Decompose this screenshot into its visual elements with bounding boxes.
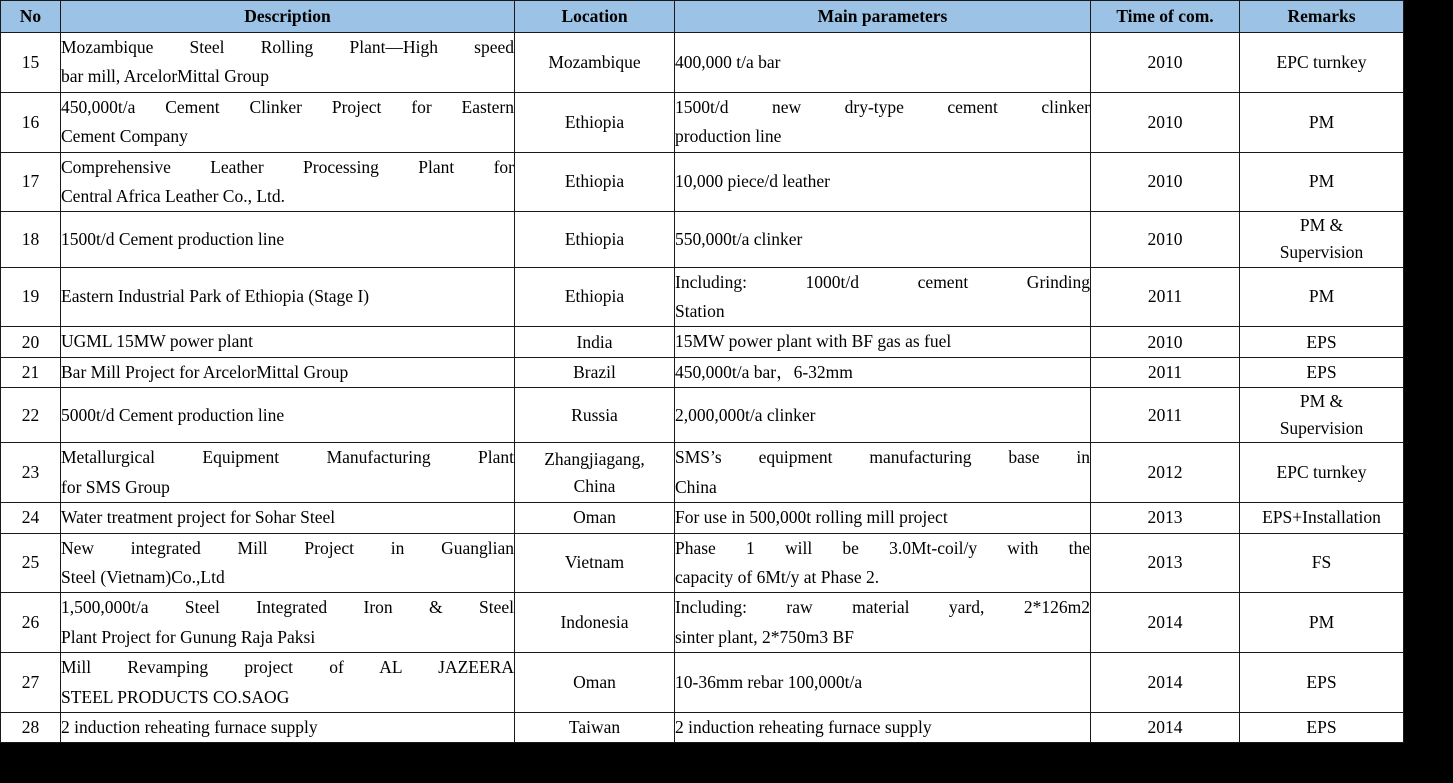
cell-main-parameters bbox=[675, 152, 1091, 212]
location-line: Vietnam bbox=[564, 552, 625, 573]
cell-remarks bbox=[1240, 533, 1404, 593]
main-parameters-line: Phase 1 will be 3.0Mt-coil/y with the bbox=[675, 537, 1090, 558]
location-line: Ethiopia bbox=[564, 171, 625, 192]
header-row bbox=[1, 1, 1404, 33]
cell-remarks bbox=[1240, 33, 1404, 93]
cell-remarks bbox=[1240, 712, 1404, 742]
cell-main-parameters bbox=[675, 327, 1091, 357]
table-header bbox=[1, 1, 1404, 33]
remarks-line: PM bbox=[1308, 286, 1335, 307]
description-line: Eastern Industrial Park of Ethiopia (Stage I) bbox=[61, 286, 370, 307]
description-line: Mozambique Steel Rolling Plant—High speed bbox=[61, 37, 514, 57]
cell-main-parameters bbox=[675, 388, 1091, 443]
table-row bbox=[1, 503, 1404, 533]
table-row bbox=[1, 327, 1404, 357]
cell-description bbox=[61, 152, 515, 212]
main-parameters-line: 10-36mm rebar 100,000t/a bbox=[675, 671, 863, 692]
location-line: Ethiopia bbox=[564, 228, 625, 249]
column-header-remarks: Remarks bbox=[1240, 1, 1404, 33]
remarks-line: EPC turnkey bbox=[1276, 462, 1367, 483]
cell-time-of-com: 2011 bbox=[1091, 388, 1240, 443]
cell-main-parameters bbox=[675, 712, 1091, 742]
cell-main-parameters bbox=[675, 33, 1091, 93]
location-line: Indonesia bbox=[560, 612, 629, 633]
cell-time-of-com: 2010 bbox=[1091, 92, 1240, 152]
remarks-line: EPS bbox=[1306, 717, 1337, 738]
location-line: Oman bbox=[573, 671, 616, 692]
cell-description bbox=[61, 653, 515, 713]
location-line: Zhangjiagang, bbox=[544, 448, 645, 469]
main-parameters-line: Station bbox=[675, 300, 725, 321]
description-line: Steel (Vietnam)Co.,Ltd bbox=[61, 566, 225, 587]
cell-time-of-com: 2010 bbox=[1091, 152, 1240, 212]
main-parameters-line: 2 induction reheating furnace supply bbox=[675, 716, 932, 737]
cell-no: 21 bbox=[1, 357, 61, 387]
table-row bbox=[1, 92, 1404, 152]
remarks-line: EPS+Installation bbox=[1262, 507, 1381, 528]
cell-description bbox=[61, 593, 515, 653]
cell-location bbox=[515, 152, 675, 212]
cell-description bbox=[61, 327, 515, 357]
description-line: Comprehensive Leather Processing Plant for bbox=[61, 156, 514, 177]
cell-remarks bbox=[1240, 443, 1404, 503]
remarks-line: PM & bbox=[1299, 391, 1344, 412]
location-line: Oman bbox=[573, 507, 616, 528]
cell-remarks bbox=[1240, 653, 1404, 713]
table-row bbox=[1, 33, 1404, 93]
remarks-line: EPS bbox=[1306, 671, 1337, 692]
table-row bbox=[1, 212, 1404, 267]
table-row bbox=[1, 267, 1404, 327]
cell-no: 20 bbox=[1, 327, 61, 357]
description-line: Cement Company bbox=[61, 126, 188, 147]
main-parameters-line: China bbox=[675, 476, 717, 497]
cell-remarks bbox=[1240, 327, 1404, 357]
main-parameters-line: 450,000t/a bar，6-32mm bbox=[675, 361, 853, 382]
cell-no: 24 bbox=[1, 503, 61, 533]
description-line: STEEL PRODUCTS CO.SAOG bbox=[61, 686, 290, 707]
cell-location bbox=[515, 533, 675, 593]
cell-main-parameters bbox=[675, 533, 1091, 593]
cell-main-parameters bbox=[675, 503, 1091, 533]
table-row bbox=[1, 593, 1404, 653]
cell-no: 18 bbox=[1, 212, 61, 267]
remarks-line: PM bbox=[1308, 171, 1335, 192]
main-parameters-line: Including: 1000t/d cement Grinding bbox=[675, 271, 1090, 292]
column-header-no: No bbox=[1, 1, 61, 33]
cell-location bbox=[515, 327, 675, 357]
description-line: Mill Revamping project of AL JAZEERA bbox=[61, 657, 514, 678]
cell-remarks bbox=[1240, 593, 1404, 653]
table-row bbox=[1, 388, 1404, 443]
cell-main-parameters bbox=[675, 212, 1091, 267]
main-parameters-line: sinter plant, 2*750m3 BF bbox=[675, 626, 854, 647]
cell-time-of-com: 2010 bbox=[1091, 33, 1240, 93]
column-header-time-of-com: Time of com. bbox=[1091, 1, 1240, 33]
cell-description bbox=[61, 357, 515, 387]
description-line: bar mill, ArcelorMittal Group bbox=[61, 66, 270, 87]
cell-location bbox=[515, 712, 675, 742]
table-body bbox=[1, 33, 1404, 743]
location-line: Taiwan bbox=[568, 717, 621, 738]
table-row bbox=[1, 712, 1404, 742]
column-header-location: Location bbox=[515, 1, 675, 33]
location-line: Ethiopia bbox=[564, 111, 625, 132]
description-line: for SMS Group bbox=[61, 476, 170, 497]
cell-no: 25 bbox=[1, 533, 61, 593]
description-line: 2 induction reheating furnace supply bbox=[61, 716, 318, 737]
cell-remarks bbox=[1240, 152, 1404, 212]
remarks-line: FS bbox=[1311, 552, 1332, 573]
description-line: Central Africa Leather Co., Ltd. bbox=[61, 185, 286, 206]
main-parameters-line: 2,000,000t/a clinker bbox=[675, 404, 816, 425]
main-parameters-line: production line bbox=[675, 126, 782, 147]
cell-remarks bbox=[1240, 212, 1404, 267]
remarks-line: EPC turnkey bbox=[1276, 51, 1367, 72]
description-line: 1,500,000t/a Steel Integrated Iron & Steel bbox=[61, 597, 514, 618]
cell-main-parameters bbox=[675, 92, 1091, 152]
remarks-line: PM bbox=[1308, 612, 1335, 633]
main-parameters-line: 1500t/d new dry-type cement clinker bbox=[675, 96, 1090, 117]
table-row bbox=[1, 152, 1404, 212]
cell-remarks bbox=[1240, 503, 1404, 533]
description-line: Bar Mill Project for ArcelorMittal Group bbox=[61, 361, 349, 382]
main-parameters-line: SMS’s equipment manufacturing base in bbox=[675, 447, 1090, 468]
cell-location bbox=[515, 593, 675, 653]
description-line: Water treatment project for Sohar Steel bbox=[61, 507, 336, 528]
cell-remarks bbox=[1240, 267, 1404, 327]
remarks-line: PM bbox=[1308, 111, 1335, 132]
cell-location bbox=[515, 33, 675, 93]
table-row bbox=[1, 443, 1404, 503]
description-line: 5000t/d Cement production line bbox=[61, 404, 285, 425]
cell-description bbox=[61, 92, 515, 152]
cell-description bbox=[61, 33, 515, 93]
cell-location bbox=[515, 503, 675, 533]
description-line: Plant Project for Gunung Raja Paksi bbox=[61, 626, 316, 647]
remarks-line: Supervision bbox=[1279, 242, 1364, 263]
main-parameters-line: Including: raw material yard, 2*126m2 bbox=[675, 597, 1090, 618]
cell-location bbox=[515, 388, 675, 443]
cell-main-parameters bbox=[675, 267, 1091, 327]
main-parameters-line: 550,000t/a clinker bbox=[675, 228, 803, 249]
cell-main-parameters bbox=[675, 653, 1091, 713]
cell-description bbox=[61, 712, 515, 742]
cell-time-of-com: 2014 bbox=[1091, 593, 1240, 653]
cell-remarks bbox=[1240, 388, 1404, 443]
table-row bbox=[1, 357, 1404, 387]
cell-no: 27 bbox=[1, 653, 61, 713]
cell-no: 23 bbox=[1, 443, 61, 503]
main-parameters-line: For use in 500,000t rolling mill project bbox=[675, 507, 948, 528]
cell-time-of-com: 2013 bbox=[1091, 533, 1240, 593]
location-line: China bbox=[573, 475, 616, 496]
description-line: Metallurgical Equipment Manufacturing Plant bbox=[61, 447, 514, 468]
cell-location bbox=[515, 357, 675, 387]
main-parameters-line: capacity of 6Mt/y at Phase 2. bbox=[675, 566, 880, 587]
cell-main-parameters bbox=[675, 357, 1091, 387]
cell-no: 16 bbox=[1, 92, 61, 152]
description-line: 450,000t/a Cement Clinker Project for Eastern bbox=[61, 96, 514, 117]
cell-description bbox=[61, 267, 515, 327]
cell-remarks bbox=[1240, 357, 1404, 387]
cell-time-of-com: 2011 bbox=[1091, 357, 1240, 387]
main-parameters-line: 15MW power plant with BF gas as fuel bbox=[675, 331, 952, 352]
cell-time-of-com: 2014 bbox=[1091, 653, 1240, 713]
cell-time-of-com: 2010 bbox=[1091, 212, 1240, 267]
cell-description bbox=[61, 533, 515, 593]
cell-location bbox=[515, 212, 675, 267]
cell-no: 26 bbox=[1, 593, 61, 653]
cell-time-of-com: 2011 bbox=[1091, 267, 1240, 327]
cell-no: 22 bbox=[1, 388, 61, 443]
cell-location bbox=[515, 267, 675, 327]
description-line: UGML 15MW power plant bbox=[61, 331, 253, 352]
location-line: Ethiopia bbox=[564, 286, 625, 307]
cell-time-of-com: 2013 bbox=[1091, 503, 1240, 533]
cell-location bbox=[515, 443, 675, 503]
column-header-description: Description bbox=[61, 1, 515, 33]
cell-location bbox=[515, 92, 675, 152]
cell-description bbox=[61, 443, 515, 503]
cell-remarks bbox=[1240, 92, 1404, 152]
location-line: Mozambique bbox=[548, 51, 641, 72]
location-line: Brazil bbox=[573, 361, 616, 382]
cell-no: 28 bbox=[1, 712, 61, 742]
description-line: 1500t/d Cement production line bbox=[61, 228, 285, 249]
cell-location bbox=[515, 653, 675, 713]
cell-main-parameters bbox=[675, 593, 1091, 653]
cell-description bbox=[61, 503, 515, 533]
cell-main-parameters bbox=[675, 443, 1091, 503]
cell-time-of-com: 2012 bbox=[1091, 443, 1240, 503]
cell-time-of-com: 2010 bbox=[1091, 327, 1240, 357]
column-header-main-parameters: Main parameters bbox=[675, 1, 1091, 33]
description-line: New integrated Mill Project in Guanglian bbox=[61, 537, 514, 558]
cell-time-of-com: 2014 bbox=[1091, 712, 1240, 742]
table-row bbox=[1, 533, 1404, 593]
main-parameters-line: 400,000 t/a bar bbox=[675, 51, 781, 72]
table-row bbox=[1, 653, 1404, 713]
location-line: India bbox=[576, 331, 613, 352]
location-line: Russia bbox=[571, 404, 618, 425]
cell-description bbox=[61, 388, 515, 443]
remarks-line: EPS bbox=[1306, 331, 1337, 352]
cell-no: 17 bbox=[1, 152, 61, 212]
cell-no: 15 bbox=[1, 33, 61, 93]
cell-description bbox=[61, 212, 515, 267]
remarks-line: PM & bbox=[1299, 215, 1344, 236]
main-parameters-line: 10,000 piece/d leather bbox=[675, 171, 831, 192]
remarks-line: EPS bbox=[1306, 361, 1337, 382]
cell-no: 19 bbox=[1, 267, 61, 327]
remarks-line: Supervision bbox=[1279, 418, 1364, 439]
